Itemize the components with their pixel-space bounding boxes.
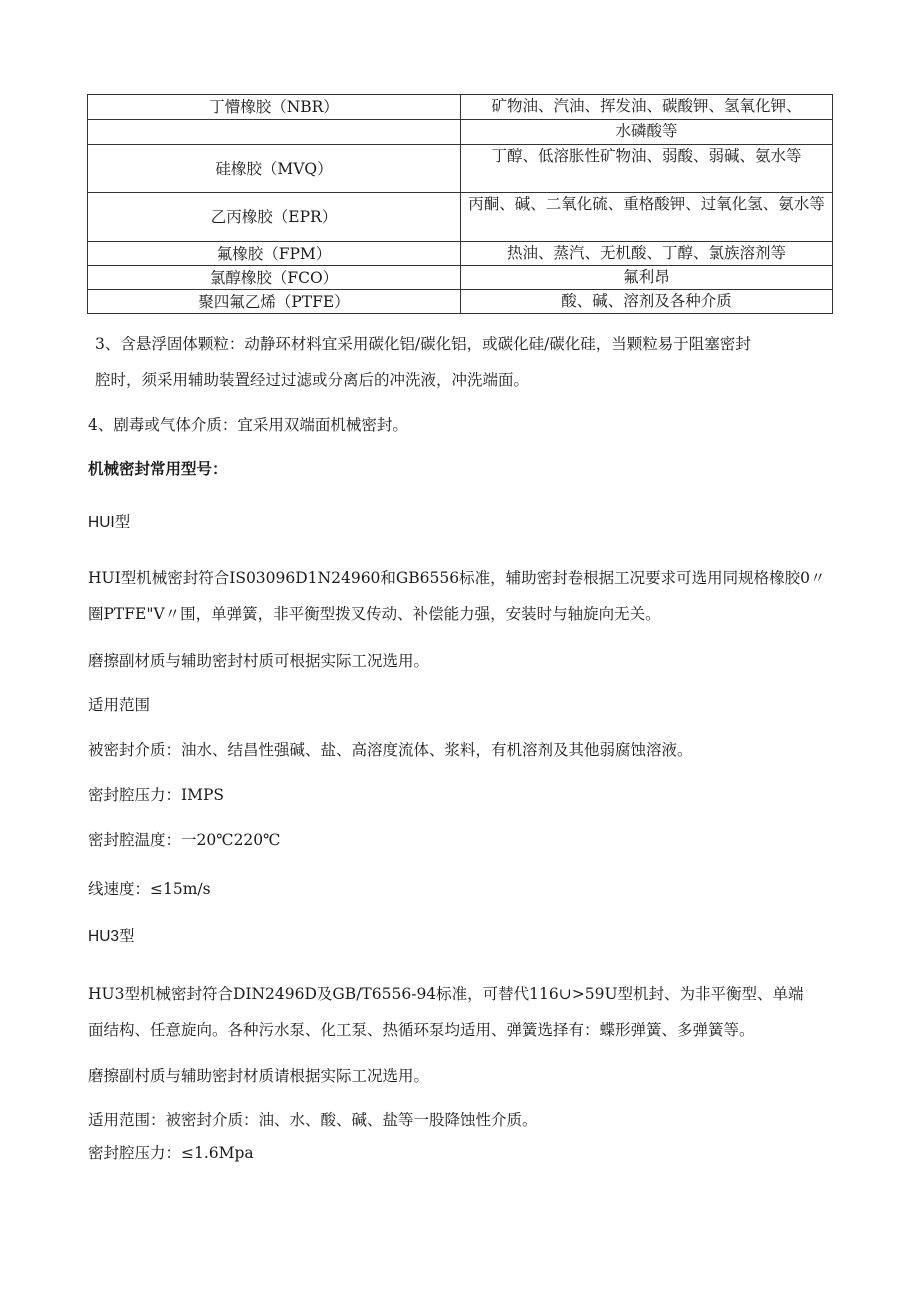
- hu3-title: HU3型: [88, 928, 135, 945]
- table-row: [88, 193, 833, 242]
- material-cell: 丁懵橡胶（NBR）: [88, 95, 461, 120]
- hu3-scope: 适用范围：被密封介质：油、水、酸、碱、盐等一股降蚀性介质。: [88, 1111, 538, 1129]
- paragraph-3-line-2: 腔时，须采用辅助装置经过过滤或分离后的冲洗液，冲洗端面。: [95, 371, 530, 389]
- table-row: [88, 120, 833, 145]
- media-cell: 丙酮、碱、二氧化硫、重格酸钾、过氧化氢、氨水等: [461, 193, 833, 242]
- hu1-temperature: 密封腔温度：一20℃220℃: [88, 831, 281, 849]
- media-cell: 热油、蒸汽、无机酸、丁醇、氯族溶剂等: [461, 242, 833, 266]
- hu1-material-note: 磨擦副材质与辅助密封村质可根据实际工况选用。: [88, 652, 430, 670]
- table-row: [88, 266, 833, 290]
- table-row: [88, 145, 833, 193]
- hu1-pressure: 密封腔压力：IMPS: [88, 786, 225, 804]
- material-cell: 氯醇橡胶（FCO）: [88, 266, 461, 290]
- media-cell: 丁醇、低溶胀性矿物油、弱酸、弱碱、氨水等: [461, 145, 833, 193]
- material-cell: 硅橡胶（MVQ）: [88, 145, 461, 193]
- hu1-speed: 线速度：≤15m∕s: [88, 880, 211, 898]
- paragraph-3-line-1: 3、含悬浮固体颗粒：动静环材料宜采用碳化铝/碳化铝，或碳化硅/碳化硅，当颗粒易于阻塞密封: [95, 335, 751, 353]
- table-row: [88, 242, 833, 266]
- material-cell: 乙丙橡胶（EPR）: [88, 193, 461, 242]
- table-row: [88, 290, 833, 314]
- hu3-desc-line-2: 面结构、任意旋向。各种污水泵、化工泵、热循环泵均适用、弹簧选择有：蝶形弹簧、多弹簧等。: [88, 1021, 755, 1039]
- hu3-pressure: 密封腔压力：≤1.6Mpa: [88, 1144, 254, 1162]
- media-cell: 氟利昂: [461, 266, 833, 290]
- media-cell: 矿物油、汽油、挥发油、碳酸钾、氢氧化钾、: [461, 95, 833, 120]
- section-heading: 机械密封常用型号：: [88, 460, 228, 478]
- hu1-title: HUI型: [88, 514, 131, 531]
- hu1-medium: 被密封介质：油水、结昌性强碱、盐、高溶度流体、浆料，有机溶剂及其他弱腐蚀溶液。: [88, 741, 693, 759]
- media-cell: 酸、碱、溶剂及各种介质: [461, 290, 833, 314]
- paragraph-4: 4、剧毒或气体介质：宜采用双端面机械密封。: [88, 416, 408, 434]
- hu1-desc-line-1: HUI型机械密封符合IS03096D1N24960和GB6556标准，辅助密封卷根据工况要求可选用同规格橡胶0〃: [88, 569, 826, 587]
- hu1-scope-title: 适用范围: [88, 696, 151, 714]
- hu3-material-note: 磨擦副村质与辅助密封材质请根据实际工况选用。: [88, 1067, 430, 1085]
- seal-material-table: [87, 94, 833, 314]
- media-cell: 水磷酸等: [461, 120, 833, 145]
- hu3-desc-line-1: HU3型机械密封符合DIN2496D及GB/T6556-94标准，可替代116∪>59U型机封、为非平衡型、单端: [88, 985, 804, 1003]
- material-cell: 聚四氟乙烯（PTFE）: [88, 290, 461, 314]
- material-cell: [88, 120, 461, 145]
- hu1-desc-line-2: 圈PTFE"V〃围，单弹簧，非平衡型拨叉传动、补偿能力强，安装时与轴旋向无关。: [88, 605, 661, 623]
- material-cell: 氟橡胶（FPM）: [88, 242, 461, 266]
- table-row: [88, 95, 833, 120]
